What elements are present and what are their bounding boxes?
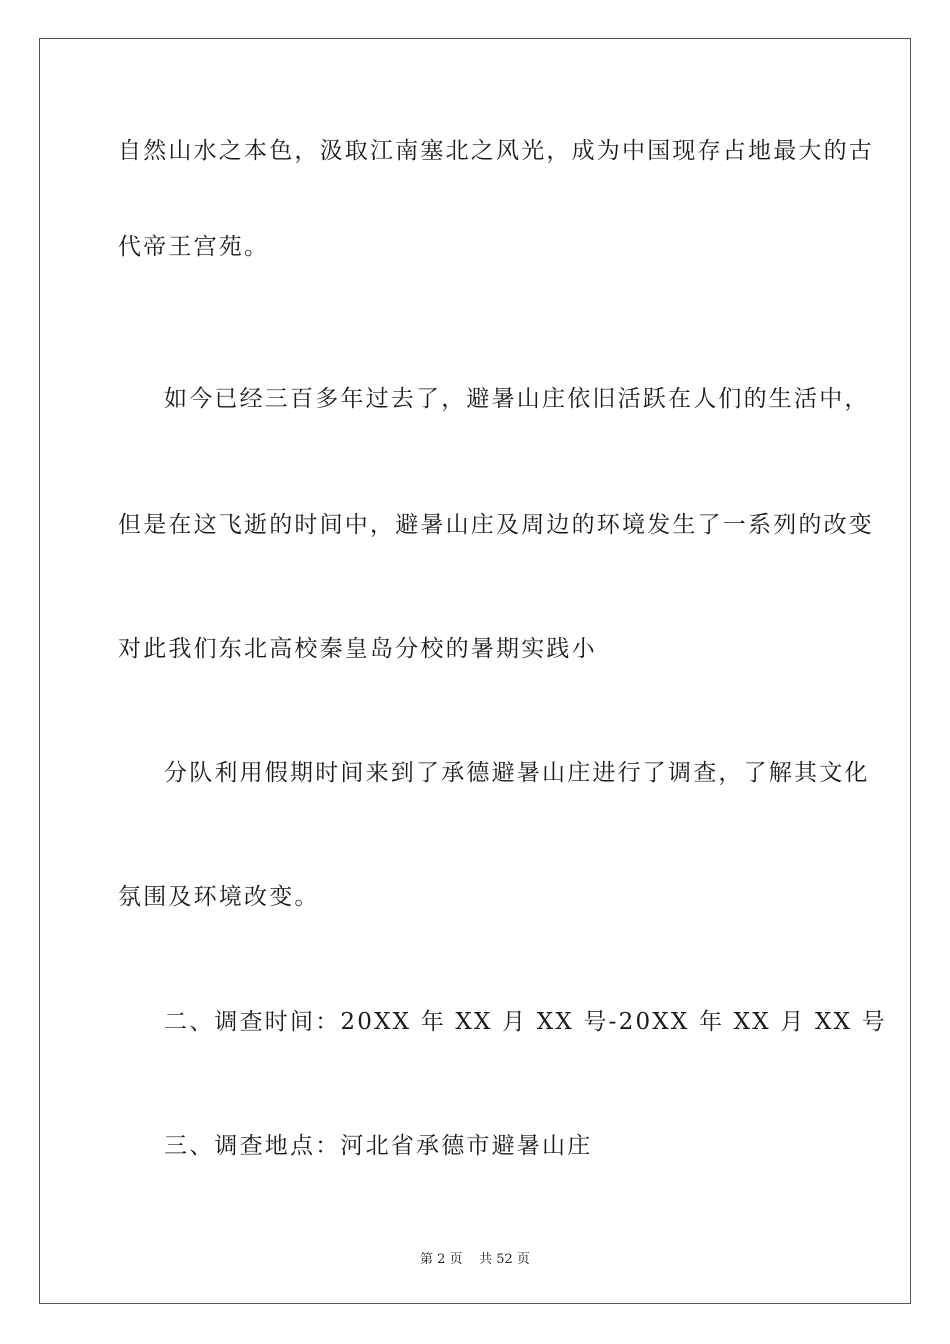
survey-location-line: 三、调查地点：河北省承德市避暑山庄 [164,1133,593,1159]
paragraph-line-5: 对此我们东北高校秦皇岛分校的暑期实践小 [118,636,597,662]
paragraph-line-2: 代帝王宫苑。 [118,234,270,260]
paragraph-line-7: 氛围及环境改变。 [118,884,320,910]
paragraph-line-4: 但是在这飞逝的时间中，避暑山庄及周边的环境发生了一系列的改变 [118,512,874,538]
page-total: 共 52 页 [479,1252,530,1267]
page-border [39,38,911,1304]
survey-time-line: 二、调查时间：20XX 年 XX 月 XX 号-20XX 年 XX 月 XX 号 [164,1009,887,1035]
paragraph-line-1: 自然山水之本色，汲取江南塞北之风光，成为中国现存占地最大的古 [118,138,874,164]
page-number: 第 2 页 [420,1252,463,1267]
page-footer [0,1248,950,1267]
paragraph-line-6: 分队利用假期时间来到了承德避暑山庄进行了调查，了解其文化 [164,760,870,786]
paragraph-line-3: 如今已经三百多年过去了，避暑山庄依旧活跃在人们的生活中， [164,386,870,412]
